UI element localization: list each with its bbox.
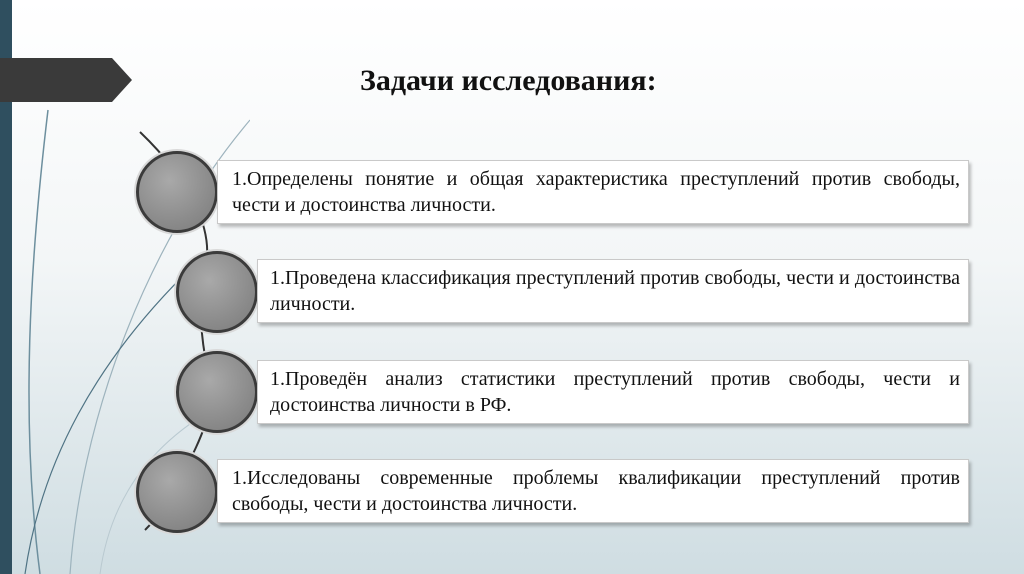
item-4-circle bbox=[136, 451, 218, 533]
item-1-box bbox=[217, 160, 969, 224]
item-1-circle bbox=[136, 151, 218, 233]
item-3-circle bbox=[176, 351, 258, 433]
item-1-text: 1.Определены понятие и общая характеристика преступлений против свободы, чести и достоинства личности. bbox=[232, 168, 960, 216]
item-3-box bbox=[257, 360, 969, 424]
item-3-text: 1.Проведён анализ статистики преступлений против свободы, чести и достоинства личности в РФ. bbox=[270, 368, 960, 416]
page-title: Задачи исследования: bbox=[360, 64, 657, 97]
item-2-circle bbox=[176, 251, 258, 333]
item-4-box bbox=[217, 459, 969, 523]
item-2-box bbox=[257, 259, 969, 323]
item-2-text: 1.Проведена классификация преступлений против свободы, чести и достоинства личности. bbox=[270, 267, 960, 315]
item-4-text: 1.Исследованы современные проблемы квалификации преступлений против свободы, чести и достоинства личности. bbox=[232, 467, 960, 515]
